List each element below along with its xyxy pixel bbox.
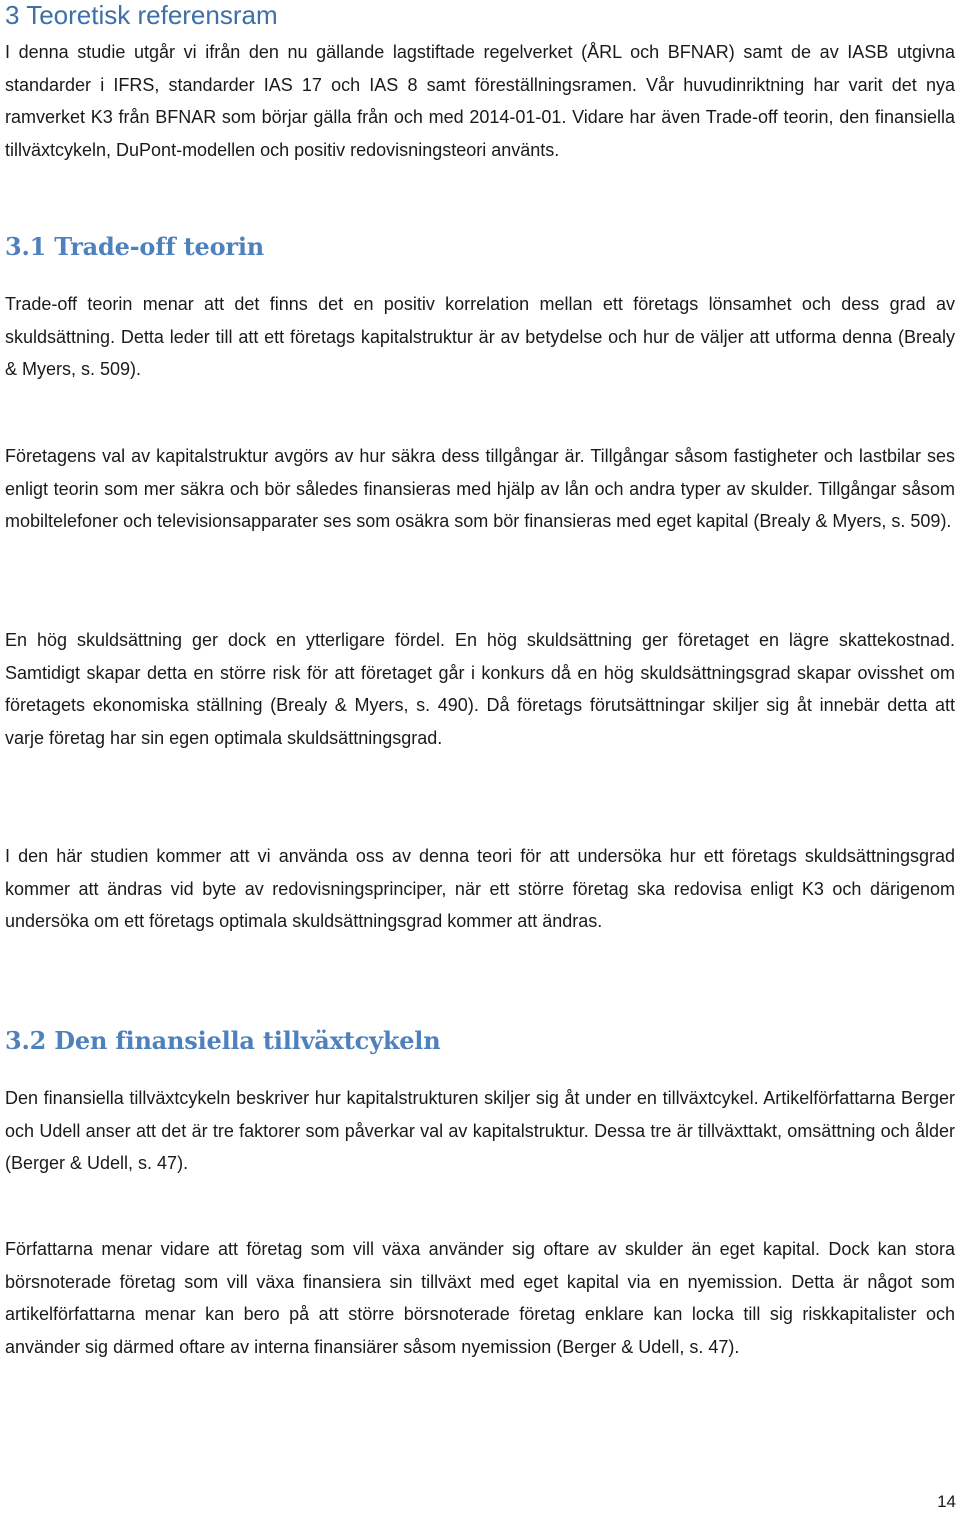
paragraph: Trade-off teorin menar att det finns det en positiv korrelation mellan ett företags lönsamhet och dess grad av skuldsättning. Detta leder till att ett företags kapitalstruktur är av betydelse och hur de väljer att utforma denna (Brealy & Myers, s. 509).	[5, 294, 955, 380]
paragraph: Författarna menar vidare att företag som vill växa använder sig oftare av skulder än eget kapital. Dock kan stora börsnoterade företag som vill växa finansiera sin tillväxt med eget kapital via en nyemission. Detta är något som artikelförfattarna menar kan bero på att större börsnoterade företag enklare kan locka till sig riskkapitalister och använder sig därmed oftare av interna finansiärer såsom nyemission (Berger & Udell, s. 47).	[5, 1239, 955, 1357]
paragraph: I den här studien kommer att vi använda oss av denna teori för att undersöka hur ett företags skuldsättningsgrad kommer att ändras vid byte av redovisningsprinciper, när ett större företag ska redovisa enligt K3 och därigenom undersöka om ett företags optimala skuldsättningsgrad kommer att ändras.	[5, 846, 955, 932]
section-heading-growth-cycle: 3.2 Den finansiella tillväxtcykeln	[5, 1026, 441, 1055]
section-heading-trade-off: 3.1 Trade-off teorin	[5, 232, 265, 261]
chapter-title: 3 Teoretisk referensram	[5, 0, 278, 30]
paragraph: En hög skuldsättning ger dock en ytterligare fördel. En hög skuldsättning ger företaget en lägre skattekostnad. Samtidigt skapar detta en större risk för att företaget går i konkurs då en hög skuldsättningsgrad skapar ovisshet om företagets ekonomiska ställning (Brealy & Myers, s. 490). Då företags förutsättningar skiljer sig åt innebär detta att varje företag har sin egen optimala skuldsättningsgrad.	[5, 630, 955, 748]
page-number: 14	[937, 1492, 956, 1511]
paragraph: Den finansiella tillväxtcykeln beskriver hur kapitalstrukturen skiljer sig åt under en tillväxtcykel. Artikelförfattarna Berger och Udell anser att det är tre faktorer som påverkar val av kapitalstruktur. Dessa tre är tillväxttakt, omsättning och ålder (Berger & Udell, s. 47).	[5, 1088, 955, 1174]
paragraph: Företagens val av kapitalstruktur avgörs av hur säkra dess tillgångar är. Tillgångar såsom fastigheter och lastbilar ses enligt teorin som mer säkra och bör således finansieras med hjälp av lån och andra typer av skulder. Tillgångar såsom mobiltelefoner och televisionsapparater ses som osäkra som bör finansieras med eget kapital (Brealy & Myers, s. 509).	[5, 446, 955, 532]
chapter-intro-paragraph: I denna studie utgår vi ifrån den nu gällande lagstiftade regelverket (ÅRL och BFNAR) samt de av IASB utgivna standarder i IFRS, standarder IAS 17 och IAS 8 samt föreställningsramen. Vår huvudinriktning har varit det nya ramverket K3 från BFNAR som börjar gälla från och med 2014-01-01. Vidare har även Trade-off teorin, den finansiella tillväxtcykeln, DuPont-modellen och positiv redovisningsteori använts.	[5, 42, 955, 160]
